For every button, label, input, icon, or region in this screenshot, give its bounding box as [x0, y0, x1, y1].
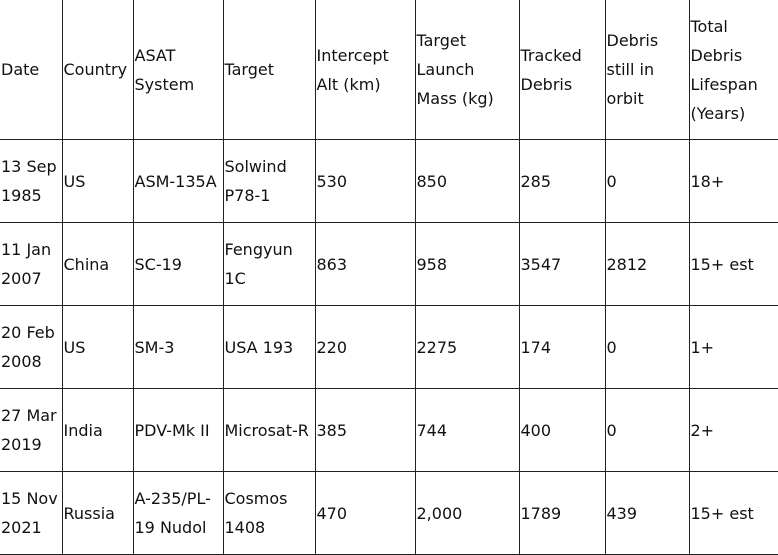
cell-asat-system: PDV-Mk II — [133, 389, 223, 472]
cell-country: US — [62, 140, 133, 223]
cell-date: 20 Feb 2008 — [0, 306, 62, 389]
cell-date: 11 Jan 2007 — [0, 223, 62, 306]
table-row — [0, 223, 778, 306]
cell-debris-in-orbit: 0 — [605, 389, 689, 472]
cell-asat-system: SM-3 — [133, 306, 223, 389]
cell-tracked-debris: 174 — [519, 306, 605, 389]
cell-tracked-debris: 400 — [519, 389, 605, 472]
cell-debris-in-orbit: 0 — [605, 140, 689, 223]
cell-asat-system: SC-19 — [133, 223, 223, 306]
cell-target-launch-mass: 2,000 — [415, 472, 519, 555]
table-row — [0, 306, 778, 389]
cell-date: 27 Mar 2019 — [0, 389, 62, 472]
header-target: Target — [223, 0, 315, 140]
header-intercept-alt: Intercept Alt (km) — [315, 0, 415, 140]
cell-tracked-debris: 285 — [519, 140, 605, 223]
header-row — [0, 0, 778, 140]
cell-date: 13 Sep 1985 — [0, 140, 62, 223]
cell-intercept-alt: 385 — [315, 389, 415, 472]
cell-asat-system: ASM-135A — [133, 140, 223, 223]
cell-debris-lifespan: 15+ est — [689, 472, 778, 555]
table-row — [0, 389, 778, 472]
cell-intercept-alt: 863 — [315, 223, 415, 306]
cell-debris-in-orbit: 439 — [605, 472, 689, 555]
cell-country: China — [62, 223, 133, 306]
cell-intercept-alt: 530 — [315, 140, 415, 223]
cell-debris-lifespan: 2+ — [689, 389, 778, 472]
header-target-launch-mass: Target Launch Mass (kg) — [415, 0, 519, 140]
cell-target-launch-mass: 744 — [415, 389, 519, 472]
header-date: Date — [0, 0, 62, 140]
cell-debris-lifespan: 18+ — [689, 140, 778, 223]
cell-target: USA 193 — [223, 306, 315, 389]
cell-asat-system: A-235/PL-19 Nudol — [133, 472, 223, 555]
cell-intercept-alt: 470 — [315, 472, 415, 555]
table-row — [0, 472, 778, 555]
cell-debris-lifespan: 15+ est — [689, 223, 778, 306]
header-debris-in-orbit: Debris still in orbit — [605, 0, 689, 140]
cell-country: Russia — [62, 472, 133, 555]
cell-country: US — [62, 306, 133, 389]
cell-intercept-alt: 220 — [315, 306, 415, 389]
table-row — [0, 140, 778, 223]
cell-debris-in-orbit: 2812 — [605, 223, 689, 306]
cell-target: Solwind P78-1 — [223, 140, 315, 223]
header-debris-lifespan: Total Debris Lifespan (Years) — [689, 0, 778, 140]
cell-tracked-debris: 3547 — [519, 223, 605, 306]
cell-debris-lifespan: 1+ — [689, 306, 778, 389]
cell-target-launch-mass: 958 — [415, 223, 519, 306]
cell-debris-in-orbit: 0 — [605, 306, 689, 389]
cell-date: 15 Nov 2021 — [0, 472, 62, 555]
header-tracked-debris: Tracked Debris — [519, 0, 605, 140]
cell-country: India — [62, 389, 133, 472]
cell-target-launch-mass: 2275 — [415, 306, 519, 389]
cell-target: Cosmos 1408 — [223, 472, 315, 555]
header-asat-system: ASAT System — [133, 0, 223, 140]
cell-target: Fengyun 1C — [223, 223, 315, 306]
cell-tracked-debris: 1789 — [519, 472, 605, 555]
cell-target: Microsat-R — [223, 389, 315, 472]
cell-target-launch-mass: 850 — [415, 140, 519, 223]
header-country: Country — [62, 0, 133, 140]
